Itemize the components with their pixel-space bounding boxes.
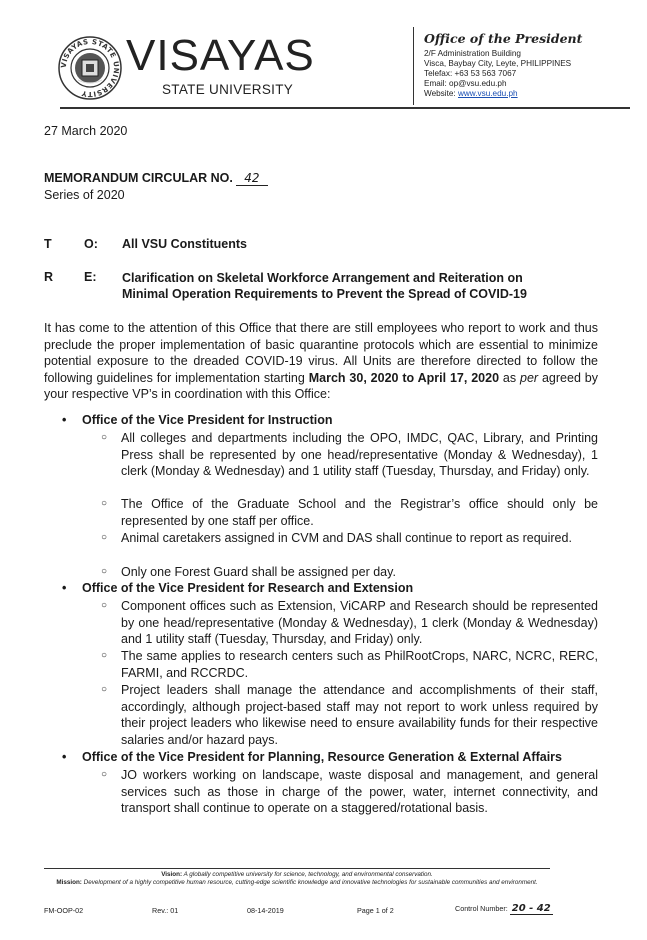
control-label: Control Number:	[455, 904, 508, 913]
footer-rule	[44, 868, 550, 869]
office-contact-block	[424, 31, 582, 99]
memo-title-text: MEMORANDUM CIRCULAR NO.	[44, 171, 233, 185]
list-item-text: Animal caretakers assigned in CVM and DAS shall continue to report as required.	[121, 531, 572, 545]
office-address-line2: Visca, Baybay City, Leyte, PHILIPPINES	[424, 59, 572, 68]
re-label-1: R	[44, 270, 54, 284]
section-title: Office of the Vice President for Planning, Resource Generation & External Affairs	[82, 750, 562, 764]
circle-bullet-icon: ○	[101, 769, 108, 780]
form-revision: Rev.: 01	[152, 906, 179, 915]
form-date: 08-14-2019	[247, 906, 284, 915]
re-line-2: Minimal Operation Requirements to Prevent the Spread of COVID-19	[122, 287, 527, 301]
section-title: Office of the Vice President for Research and Extension	[82, 581, 414, 595]
intro-italic: per	[520, 370, 539, 385]
intro-text-2: as	[499, 370, 521, 385]
circle-bullet-icon: ○	[101, 532, 108, 543]
bullet-icon: •	[62, 750, 67, 764]
re-line-1: Clarification on Skeletal Workforce Arrangement and Reiteration on	[122, 271, 523, 285]
office-title: Office of the President	[424, 31, 583, 46]
re-label-2: E:	[84, 270, 97, 284]
footer-vision	[44, 871, 550, 879]
svg-text:VISAYAS STATE UNIVERSITY: VISAYAS STATE UNIVERSITY	[59, 37, 121, 99]
memo-title	[44, 171, 268, 186]
footer-vision-mission	[44, 871, 550, 887]
vision-label: Vision:	[161, 871, 183, 878]
memo-series: Series of 2020	[44, 188, 125, 202]
section-title: Office of the Vice President for Instruction	[82, 413, 333, 427]
re-value	[122, 270, 527, 302]
memo-date: 27 March 2020	[44, 124, 128, 138]
to-value: All VSU Constituents	[122, 237, 248, 251]
form-code: FM-OOP-02	[44, 906, 84, 915]
list-item-text: Project leaders shall manage the attendance and accomplishments of their staff, accordingly, although project-based staff may not report to work unless required by their project leaders who likewise need to ensure availability funds for their respective salaries and/or hazard pays.	[121, 683, 598, 747]
intro-text-3: agreed by your respective VP’s in coordination with this Office:	[44, 370, 598, 402]
control-number	[455, 903, 553, 914]
website-link[interactable]: www.vsu.edu.ph	[457, 89, 518, 98]
intro-text-1: It has come to the attention of this Office that there are still employees who report to work and thus preclude the proper implementation of basic quarantine protocols which are essential to minimize potential exposure to the dreaded COVID-19 virus. All Units are therefore directed to follow the following guidelines for implementation starting	[44, 321, 598, 385]
mission-label: Mission:	[56, 879, 82, 886]
bullet-icon: •	[62, 413, 67, 427]
intro-date-range: March 30, 2020 to April 17, 2020	[308, 370, 500, 385]
university-seal-icon	[58, 36, 122, 100]
list-item-text: Only one Forest Guard shall be assigned per day.	[121, 565, 396, 579]
university-name: VISAYAS	[126, 31, 315, 80]
header-divider	[413, 27, 414, 105]
mission-text: Development of a highly competitive human resource, cutting-edge scientific knowledge and innovative technologies for sustainable communities and environment.	[81, 879, 538, 886]
vision-text: A globally competitive university for science, technology, and environmental conservation.	[182, 871, 433, 878]
bullet-icon: •	[62, 581, 67, 595]
office-telefax: Telefax: +63 53 563 7067	[424, 69, 517, 78]
memo-number: 42	[236, 171, 268, 186]
office-address-line1: 2/F Administration Building	[424, 49, 521, 58]
to-label-2: O:	[84, 237, 98, 251]
list-item-text: All colleges and departments including the OPO, IMDC, QAC, Library, and Printing Press shall be represented by one head/representative (Monday & Wednesday), 1 clerk (Monday & Wednesday) and 1 utility staff (Tuesday, Thursday, and Friday) only.	[121, 431, 598, 479]
list-item-text: JO workers working on landscape, waste disposal and management, and general services such as those in charge of the power, water, internet connectivity, and transport shall continue to operate on a staggered/rotational basis.	[121, 768, 598, 816]
circle-bullet-icon: ○	[101, 498, 108, 509]
circle-bullet-icon: ○	[101, 600, 108, 611]
circle-bullet-icon: ○	[101, 566, 108, 577]
office-website	[424, 89, 582, 99]
page-indicator: Page 1 of 2	[357, 906, 394, 915]
intro-paragraph	[44, 320, 598, 403]
list-item-text: The Office of the Graduate School and the Registrar’s office should only be represented by one staff per office.	[121, 497, 598, 528]
circle-bullet-icon: ○	[101, 432, 108, 443]
university-subtitle: STATE UNIVERSITY	[162, 82, 294, 97]
circle-bullet-icon: ○	[101, 650, 108, 661]
footer-mission	[44, 879, 550, 887]
to-label-1: T	[44, 237, 52, 251]
circle-bullet-icon: ○	[101, 684, 108, 695]
control-value: 20 - 42	[511, 903, 551, 914]
list-item-text: Component offices such as Extension, ViCARP and Research should be represented by one head/representative (Monday & Wednesday), 1 clerk (Monday & Wednesday) and 1 utility staff (Tuesday, Thursday, and Friday) only.	[121, 599, 598, 647]
list-item-text: The same applies to research centers such as PhilRootCrops, NARC, NCRC, RERC, FARMI, and RCCRDC.	[121, 649, 598, 680]
header-rule	[60, 107, 630, 109]
website-label: Website:	[424, 89, 458, 98]
office-email: Email: op@vsu.edu.ph	[424, 79, 507, 88]
